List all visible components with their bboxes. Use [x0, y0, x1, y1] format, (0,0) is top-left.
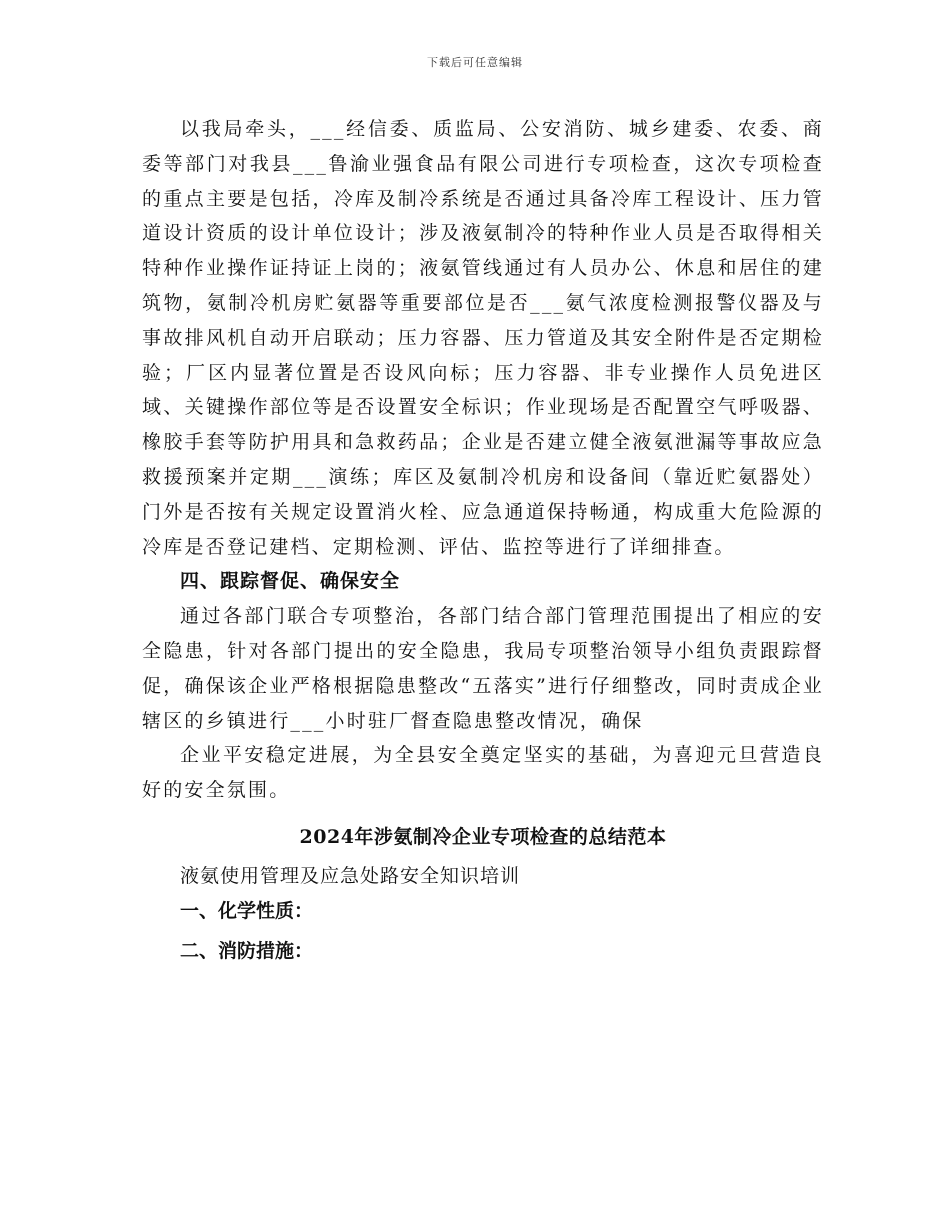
paragraph-conclusion: 企业平安稳定进展，为全县安全奠定坚实的基础，为喜迎元旦营造良好的安全氛围。 [142, 744, 824, 802]
paragraph-inspection-details: 以我局牵头，___经信委、质监局、公安消防、城乡建委、农委、商委等部门对我县___鲁渝业强食品有限公司进行专项检查，这次专项检查的重点主要是包括，冷库及制冷系统是否通过具备冷库工程设计、压力管道设计资质的设计单位设计；涉及液氨制冷的特种作业人员是否取得相关特种作业操作证持证上岗的；液氨管线通过有人员办公、休息和居住的建筑物，氨制冷机房贮氨器等重要部位是否___氨气浓度检测报警仪器及与事故排风机自动开启联动；压力容器、压力管道及其安全附件是否定期检验；厂区内显著位置是否设风向标；压力容器、非专业操作人员免进区域、关键操作部位等是否设置安全标识；作业现场是否配置空气呼吸器、橡胶手套等防护用具和急救药品；企业是否建立健全液氨泄漏等事故应急救援预案并定期___演练；库区及氨制冷机房和设备间（靠近贮氨器处）门外是否按有关规定设置消火栓、应急通道保持畅通，构成重大危险源的冷库是否登记建档、定期检测、评估、监控等进行了详细排查。 [142, 118, 824, 558]
section-heading-4: 四、跟踪督促、确保安全 [180, 570, 401, 593]
document-body [142, 112, 824, 975]
section-heading-chemical-properties: 一、化学性质： [180, 899, 314, 922]
page-header: 下载后可任意编辑 [427, 56, 523, 69]
paragraph-follow-up: 通过各部门联合专项整治，各部门结合部门管理范围提出了相应的安全隐患，针对各部门提出的安全隐患，我局专项整治领导小组负责跟踪督促，确保该企业严格根据隐患整改“五落实”进行仔细整改，同时责成企业辖区的乡镇进行___小时驻厂督查隐患整改情况，确保 [142, 605, 824, 732]
section-heading-fire-measures: 二、消防措施： [180, 940, 314, 963]
document-title: 2024年涉氨制冷企业专项检查的总结范本 [299, 825, 667, 848]
training-intro: 液氨使用管理及应急处路安全知识培训 [180, 864, 521, 887]
